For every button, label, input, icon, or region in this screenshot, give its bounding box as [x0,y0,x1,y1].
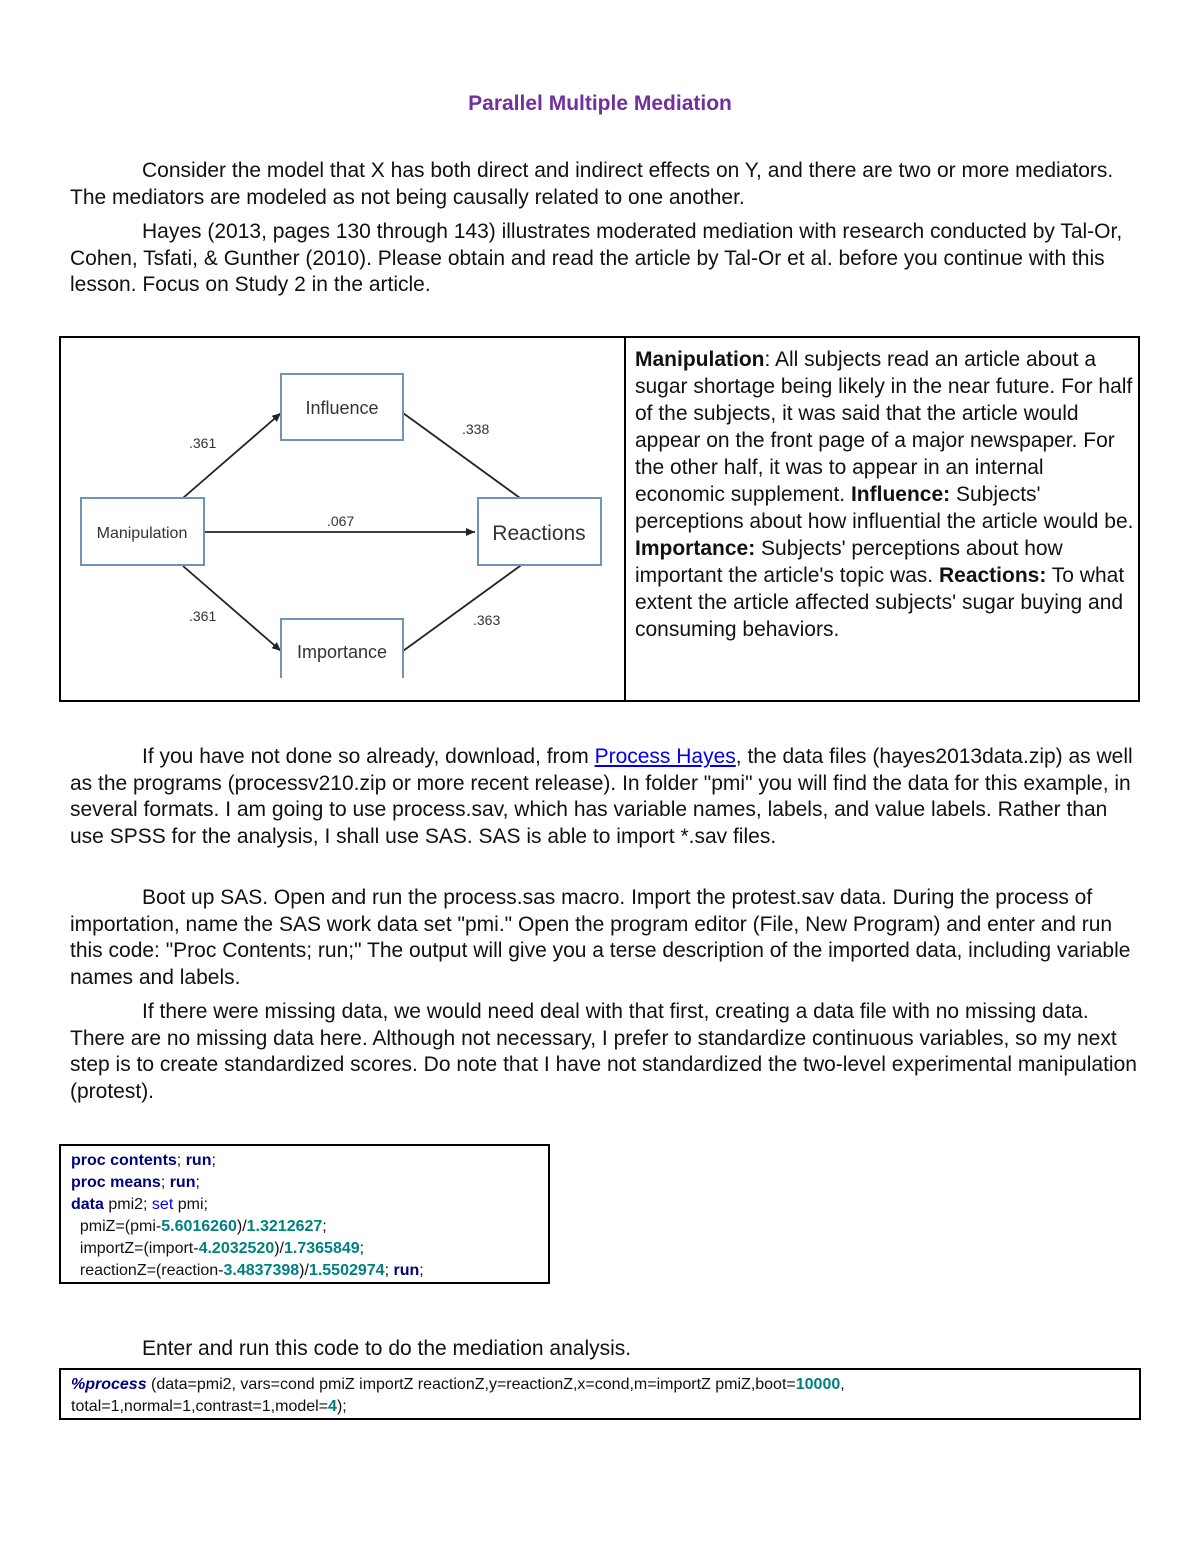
code-line: total=1,normal=1,contrast=1,model=4); [71,1398,347,1415]
mediation-diagram [71,348,611,678]
intro-paragraph: Consider the model that X has both direct and indirect effects on Y, and there are two or more mediators. The mediators are modeled as not being causally related to one another. [70,159,1114,209]
download-text-after: , the data files (hayes2013data.zip) as well as the programs (processv210.zip or more recent release). In folder "pmi" you will find the data for this example, in several formats. I am going to use process.sav, which has variable names, labels, and value labels. Rather than use SPSS for the analysis, I shall use SAS. SAS is able to import *.sav files. [70,745,1133,848]
download-paragraph [70,744,1140,850]
mediation-instruction: Enter and run this code to do the mediation analysis. [142,1337,632,1360]
reactions-term: Reactions: [938,564,1047,587]
influence-definition: Subjects' perceptions about how influential the article would be. [635,483,1134,533]
edge-label-manip-influence: .361 [189,435,217,451]
code-line: %process (data=pmi2, vars=cond pmiZ importZ reactionZ,y=reactionZ,x=cond,m=importZ pmiZ,boot=10000, [71,1376,845,1393]
code-line: data pmi2; set pmi; [71,1196,208,1213]
edge-importance-reactions [403,558,531,651]
manipulation-definition: : All subjects read an article about a sugar shortage being likely in the near future. For half of the subjects, it was said that the article would appear on the front page of a major newspaper. For the other half, it was to appear in an internal economic supplement. [635,348,1133,506]
sas-setup-paragraph: Boot up SAS. Open and run the process.sas macro. Import the protest.sav data. During the process of importation, name the SAS work data set "pmi." Open the program editor (File, New Program) and enter and run this code: "Proc Contents; run;" The output will give you a terse description of the imported data, including variable names and labels. [70,886,1131,989]
node-manipulation-label: Manipulation [96,525,188,542]
manipulation-term: Manipulation [635,348,765,371]
importance-term: Importance: [635,537,756,560]
edge-label-manip-importance: .361 [189,608,217,624]
page-title: Parallel Multiple Mediation [468,92,732,115]
code-line: proc means; run; [71,1174,200,1191]
code-line: reactionZ=(reaction-3.4837398)/1.5502974; run; [71,1262,424,1279]
model-figure-table [59,336,1140,702]
hayes-reference-paragraph: Hayes (2013, pages 130 through 143) illustrates moderated mediation with research conducted by Tal-Or, Cohen, Tsfati, & Gunther (2010). Please obtain and read the article by Tal-Or et al. before you continue with this lesson. Focus on Study 2 in the article. [70,220,1123,296]
edge-label-importance-reactions: .363 [473,612,501,628]
standardize-code-block [59,1144,550,1284]
node-importance-label: Importance [296,642,388,662]
code-line: pmiZ=(pmi-5.6016260)/1.3212627; [71,1218,327,1235]
edge-label-influence-reactions: .338 [462,421,490,437]
variable-definitions [635,346,1135,643]
code-line: proc contents; run; [71,1152,216,1169]
importance-definition: Subjects' perceptions about how important the article's topic was. [635,537,1063,587]
edge-manip-influence [183,413,281,498]
code-line: importZ=(import-4.2032520)/1.7365849; [71,1240,365,1257]
download-text-before: If you have not done so already, download, from [142,745,595,768]
process-macro-code-block [59,1368,1141,1420]
node-influence-label: Influence [305,398,379,418]
node-reactions-label: Reactions [492,522,586,545]
process-hayes-link[interactable]: Process Hayes [594,745,736,768]
reactions-definition: To what extent the article affected subjects' sugar buying and consuming behaviors. [635,564,1125,641]
influence-term: Influence: [850,483,951,506]
standardize-paragraph: If there were missing data, we would need deal with that first, creating a data file with no missing data. There are no missing data here. Although not necessary, I prefer to standardize continuous variables, so my next step is to create standardized scores. Do note that I have not standardized the two-level experimental manipulation (protest). [70,1000,1137,1103]
edge-label-manip-reactions: .067 [327,513,355,529]
table-column-divider [624,338,626,700]
